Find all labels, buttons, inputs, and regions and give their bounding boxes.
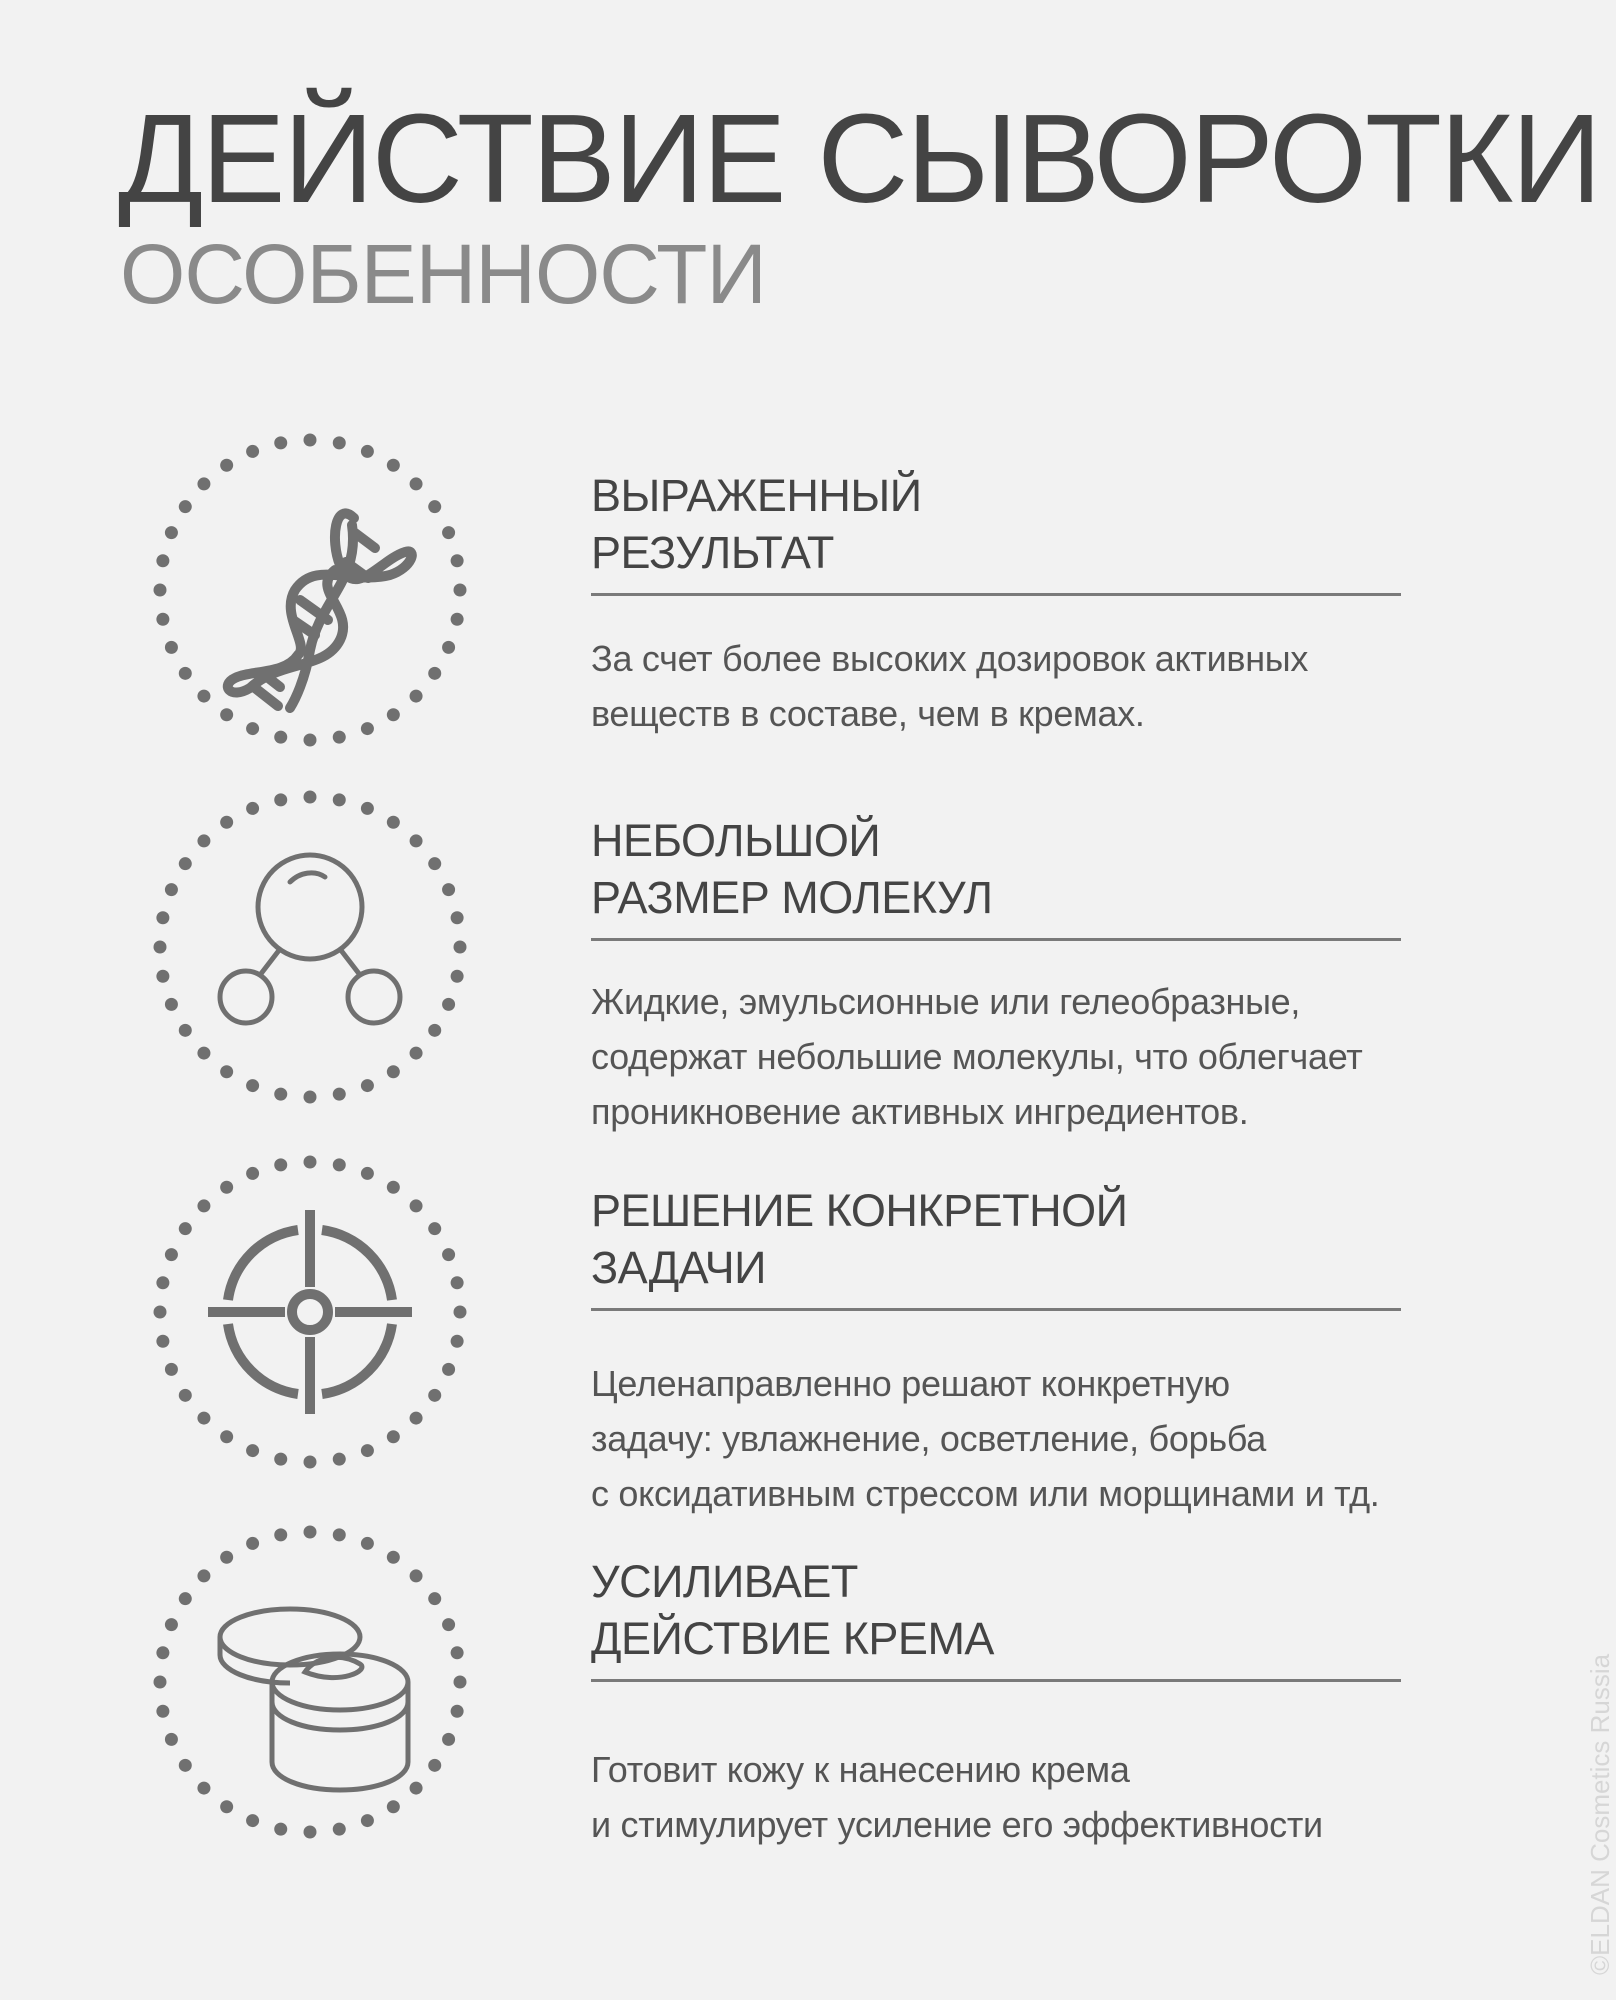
heading-line: РЕШЕНИЕ КОНКРЕТНОЙ: [591, 1185, 1128, 1236]
dot: [454, 1676, 467, 1689]
heading-line: ЗАДАЧИ: [591, 1242, 767, 1293]
dot: [220, 1430, 233, 1443]
dot: [442, 641, 455, 654]
dot: [442, 526, 455, 539]
dot: [197, 1199, 210, 1212]
dot: [410, 1047, 423, 1060]
dot: [165, 1618, 178, 1631]
dot: [428, 1592, 441, 1605]
body-line: с оксидативным стрессом или морщинами и тд.: [591, 1473, 1380, 1514]
body-line: содержат небольшие молекулы, что облегчает: [591, 1036, 1363, 1077]
dot: [246, 1444, 259, 1457]
dot: [156, 1276, 169, 1289]
target-icon: [150, 1152, 470, 1472]
body-line: проникновение активных ингредиентов.: [591, 1091, 1249, 1132]
dot: [410, 1199, 423, 1212]
dot: [156, 1646, 169, 1659]
body-line: Жидкие, эмульсионные или гелеобразные,: [591, 981, 1301, 1022]
dot: [197, 834, 210, 847]
dot: [454, 941, 467, 954]
dot: [454, 584, 467, 597]
dot: [304, 1456, 317, 1469]
dot: [361, 722, 374, 735]
feature-4: [591, 1553, 1551, 1852]
cream-jar-icon: [150, 1522, 470, 1842]
body-line: и стимулирует усиление его эффективности: [591, 1804, 1323, 1845]
dot: [428, 1389, 441, 1402]
dot: [451, 1335, 464, 1348]
dot: [274, 1528, 287, 1541]
dot: [454, 1306, 467, 1319]
dot: [428, 667, 441, 680]
dot: [246, 1079, 259, 1092]
dot: [361, 1537, 374, 1550]
dot: [333, 436, 346, 449]
dot: [246, 1537, 259, 1550]
dot: [428, 1222, 441, 1235]
dot: [165, 1733, 178, 1746]
dot: [197, 690, 210, 703]
dot: [410, 834, 423, 847]
dot: [274, 1088, 287, 1101]
body-line: Готовит кожу к нанесению крема: [591, 1749, 1130, 1790]
dot: [220, 1800, 233, 1813]
dot: [179, 1592, 192, 1605]
dot: [387, 1551, 400, 1564]
dot: [428, 500, 441, 513]
dot: [154, 584, 167, 597]
divider: [591, 1679, 1401, 1682]
dot: [451, 911, 464, 924]
feature-description: [591, 974, 1551, 1139]
heading-line: ВЫРАЖЕННЫЙ: [591, 470, 922, 521]
dot: [197, 1047, 210, 1060]
divider: [591, 938, 1401, 941]
dot: [361, 445, 374, 458]
dot: [451, 613, 464, 626]
dot: [156, 1705, 169, 1718]
dot: [387, 459, 400, 472]
dot: [333, 793, 346, 806]
dot: [333, 1088, 346, 1101]
feature-heading: [591, 467, 1551, 581]
dot: [274, 793, 287, 806]
dot: [304, 1091, 317, 1104]
dot: [154, 1306, 167, 1319]
dot: [387, 1181, 400, 1194]
dot: [410, 1782, 423, 1795]
dot: [165, 883, 178, 896]
dotted-circle: [154, 434, 467, 747]
dotted-circle: [154, 1526, 467, 1839]
page-subtitle: ОСОБЕННОСТИ: [120, 227, 766, 321]
dot: [304, 1156, 317, 1169]
dot: [442, 1733, 455, 1746]
dot: [304, 1826, 317, 1839]
dot: [428, 1024, 441, 1037]
dot: [165, 526, 178, 539]
dot: [220, 816, 233, 829]
dot: [156, 554, 169, 567]
dot: [179, 1759, 192, 1772]
feature-heading: [591, 812, 1551, 926]
feature-description: [591, 631, 1551, 741]
dot: [246, 445, 259, 458]
dot: [442, 1618, 455, 1631]
dot: [197, 1412, 210, 1425]
dot: [410, 1569, 423, 1582]
dot: [179, 857, 192, 870]
dot: [220, 1065, 233, 1078]
dot: [246, 722, 259, 735]
dot: [333, 731, 346, 744]
dot: [197, 477, 210, 490]
heading-line: УСИЛИВАЕТ: [591, 1556, 858, 1607]
dot: [246, 1814, 259, 1827]
dot: [333, 1823, 346, 1836]
dot: [220, 459, 233, 472]
dot: [410, 477, 423, 490]
dot: [442, 1363, 455, 1376]
dot: [179, 1389, 192, 1402]
dot: [156, 911, 169, 924]
dot: [361, 1814, 374, 1827]
dot: [361, 1167, 374, 1180]
dot: [451, 970, 464, 983]
dot: [333, 1158, 346, 1171]
dot: [442, 883, 455, 896]
dot: [361, 1444, 374, 1457]
dot: [428, 1759, 441, 1772]
dot: [274, 731, 287, 744]
molecule-icon: [150, 787, 470, 1107]
heading-line: ДЕЙСТВИЕ КРЕМА: [591, 1613, 994, 1664]
dot: [165, 1363, 178, 1376]
dot: [179, 500, 192, 513]
dot: [387, 708, 400, 721]
dot: [179, 1024, 192, 1037]
dot: [156, 970, 169, 983]
watermark: ©ELDAN Cosmetics Russia: [1585, 1653, 1615, 1975]
dotted-circle: [154, 791, 467, 1104]
body-line: веществ в составе, чем в кремах.: [591, 693, 1145, 734]
dot: [220, 708, 233, 721]
feature-heading: [591, 1182, 1551, 1296]
dot: [274, 1453, 287, 1466]
dot: [165, 641, 178, 654]
dot: [387, 816, 400, 829]
feature-1: [591, 467, 1551, 741]
dot: [451, 1276, 464, 1289]
dot: [197, 1782, 210, 1795]
body-line: За счет более высоких дозировок активных: [591, 638, 1309, 679]
feature-heading: [591, 1553, 1551, 1667]
dot: [154, 941, 167, 954]
dot: [304, 791, 317, 804]
dot: [410, 1412, 423, 1425]
dot: [387, 1430, 400, 1443]
body-line: задачу: увлажнение, осветление, борьба: [591, 1418, 1266, 1459]
dot: [165, 998, 178, 1011]
dot: [333, 1453, 346, 1466]
dot: [361, 802, 374, 815]
divider: [591, 1308, 1401, 1311]
body-line: Целенаправленно решают конкретную: [591, 1363, 1230, 1404]
dna-icon: [150, 430, 470, 750]
dot: [179, 1222, 192, 1235]
dot: [274, 1823, 287, 1836]
dot: [156, 1335, 169, 1348]
dot: [274, 436, 287, 449]
dot: [179, 667, 192, 680]
dot: [451, 1705, 464, 1718]
dot: [333, 1528, 346, 1541]
dot: [410, 690, 423, 703]
dotted-circle: [154, 1156, 467, 1469]
dot: [451, 554, 464, 567]
dot: [197, 1569, 210, 1582]
feature-description: [591, 1356, 1551, 1521]
heading-line: РАЗМЕР МОЛЕКУЛ: [591, 872, 993, 923]
dot: [165, 1248, 178, 1261]
dot: [304, 1526, 317, 1539]
divider: [591, 593, 1401, 596]
dot: [451, 1646, 464, 1659]
dot: [428, 857, 441, 870]
heading-line: РЕЗУЛЬТАТ: [591, 527, 834, 578]
dot: [387, 1800, 400, 1813]
dot: [387, 1065, 400, 1078]
dot: [154, 1676, 167, 1689]
dot: [220, 1181, 233, 1194]
dot: [442, 1248, 455, 1261]
feature-2: [591, 812, 1551, 1139]
dot: [220, 1551, 233, 1564]
page-title: ДЕЙСТВИЕ СЫВОРОТКИ: [118, 88, 1600, 229]
dot: [442, 998, 455, 1011]
dot: [304, 734, 317, 747]
dot: [156, 613, 169, 626]
heading-line: НЕБОЛЬШОЙ: [591, 815, 881, 866]
feature-3: [591, 1182, 1551, 1521]
dot: [361, 1079, 374, 1092]
dot: [246, 802, 259, 815]
dot: [304, 434, 317, 447]
dot: [246, 1167, 259, 1180]
feature-description: [591, 1742, 1551, 1852]
dot: [274, 1158, 287, 1171]
